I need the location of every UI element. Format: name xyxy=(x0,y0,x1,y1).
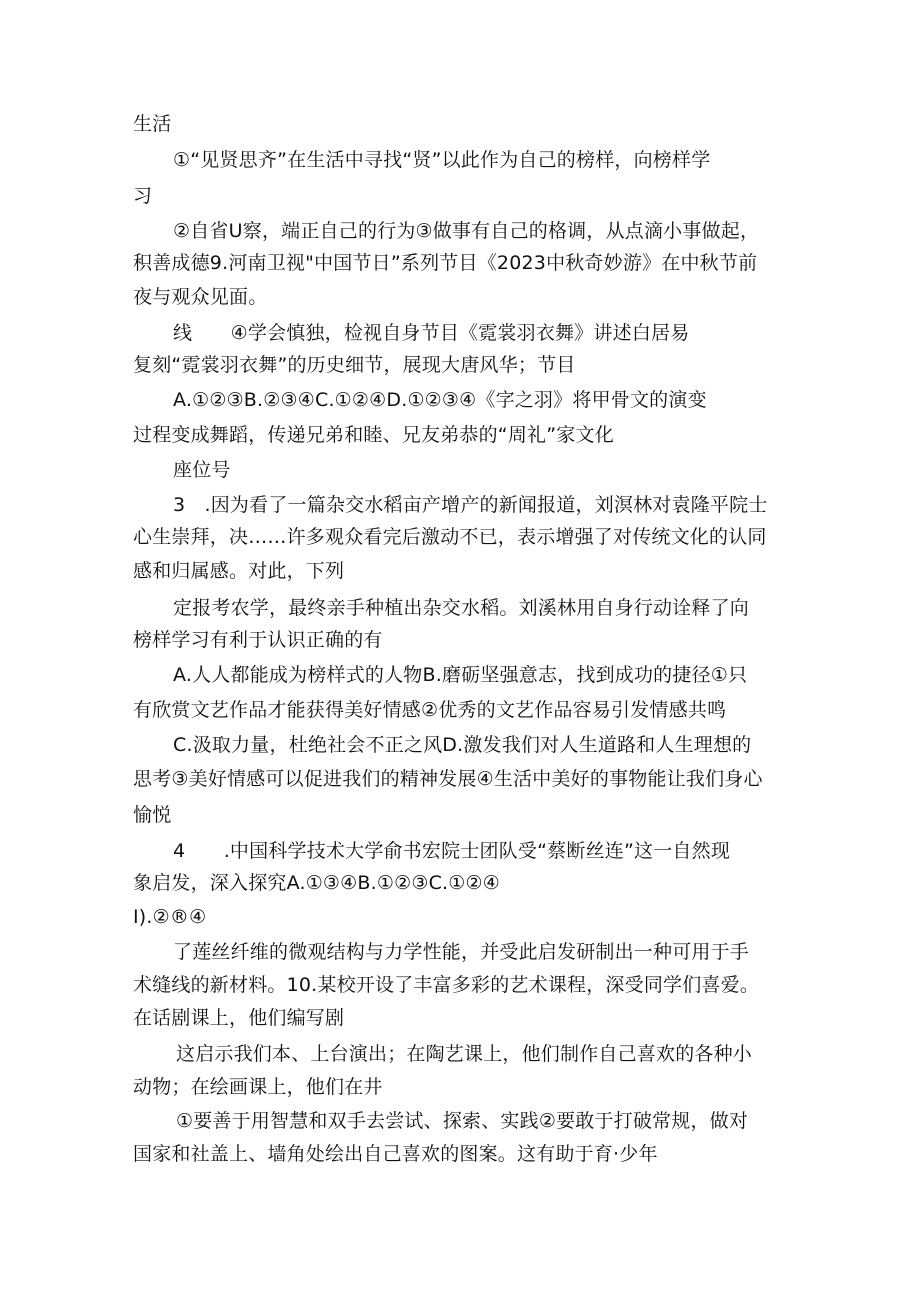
text-line: 习 xyxy=(133,185,153,207)
text-line: 术缝线的新材料。10.某校开设了丰富多彩的艺术课程，深受同学们喜爱。 xyxy=(133,974,760,996)
text-line: 3 .因为看了一篇杂交水稻亩产增产的新闻报道，刘溟林对袁隆平院士 xyxy=(173,494,768,516)
text-line: ①要善于用智慧和双手去尝试、探索、实践②要敢于打破常规，做对 xyxy=(176,1110,749,1132)
text-line: C.汲取力量，杜绝社会不正之风D.激发我们对人生道路和人生理想的 xyxy=(173,734,752,756)
text-line: 国家和社盖上、墙角处绘出自己喜欢的图案。这有助于育·少年 xyxy=(133,1143,658,1165)
text-line: A.①②③B.②③④C.①②④D.①②③④《字之羽》将甲骨文的演变 xyxy=(173,389,707,411)
text-line: 愉悦 xyxy=(133,804,172,826)
text-line: A.人人都能成为榜样式的人物B.磨砺坚强意志，找到成功的捷径①只 xyxy=(173,664,748,686)
text-line: 4 .中国科学技术大学俞书宏院士团队受“蔡断丝连”这一自然现 xyxy=(173,840,731,862)
text-line: ②自省U察，端正自己的行为③做事有自己的格调，从点滴小事做起， xyxy=(173,220,760,242)
text-line: I).②®④ xyxy=(133,906,207,928)
text-line: 座位号 xyxy=(173,459,231,481)
text-line: ①“见贤思齐”在生活中寻找“贤”以此作为自己的榜样，向榜样学 xyxy=(173,149,711,171)
text-line: 生活 xyxy=(133,113,172,135)
text-line: 在话剧课上，他们编写剧 xyxy=(133,1007,345,1029)
text-line: 夜与观众见面。 xyxy=(133,286,268,308)
text-line: 过程变成舞蹈，传递兄弟和睦、兄友弟恭的“周礼”家文化 xyxy=(133,424,614,446)
text-line: 积善成德9.河南卫视"中国节日”系列节目《2023中秋奇妙游》在中秋节前 xyxy=(133,252,758,274)
text-line: 定报考农学，最终亲手种植出杂交水稻。刘溪林用自身行动诠释了向 xyxy=(173,597,750,619)
text-line: 动物；在绘画课上，他们在井 xyxy=(133,1076,383,1098)
text-line: 线 ④学会慎独，检视自身节目《霓裳羽衣舞》讲述白居易 xyxy=(173,322,690,344)
text-line: 象启发，深入探究A.①③④B.①②③C.①②④ xyxy=(133,872,500,894)
text-line: 有欣赏文艺作品才能获得美好情感②优秀的文艺作品容易引发情感共鸣 xyxy=(133,699,727,721)
text-line: 心生崇拜，决……许多观众看完后激动不已，表示增强了对传统文化的认同 xyxy=(133,526,767,548)
text-line: 复刻“霓裳羽衣舞”的历史细节，展现大唐风华；节目 xyxy=(133,354,576,376)
text-line: 榜样学习有利于认识正确的有 xyxy=(133,629,383,651)
text-line: 这启示我们本、上台演出；在陶艺课上，他们制作自己喜欢的各种小 xyxy=(176,1043,753,1065)
text-line: 思考③美好情感可以促进我们的精神发展④生活中美好的事物能让我们身心 xyxy=(133,768,763,790)
text-line: 感和归属感。对此，下列 xyxy=(133,560,345,582)
text-line: 了莲丝纤维的微观结构与力学性能，并受此启发研制出一种可用于手 xyxy=(173,941,750,963)
